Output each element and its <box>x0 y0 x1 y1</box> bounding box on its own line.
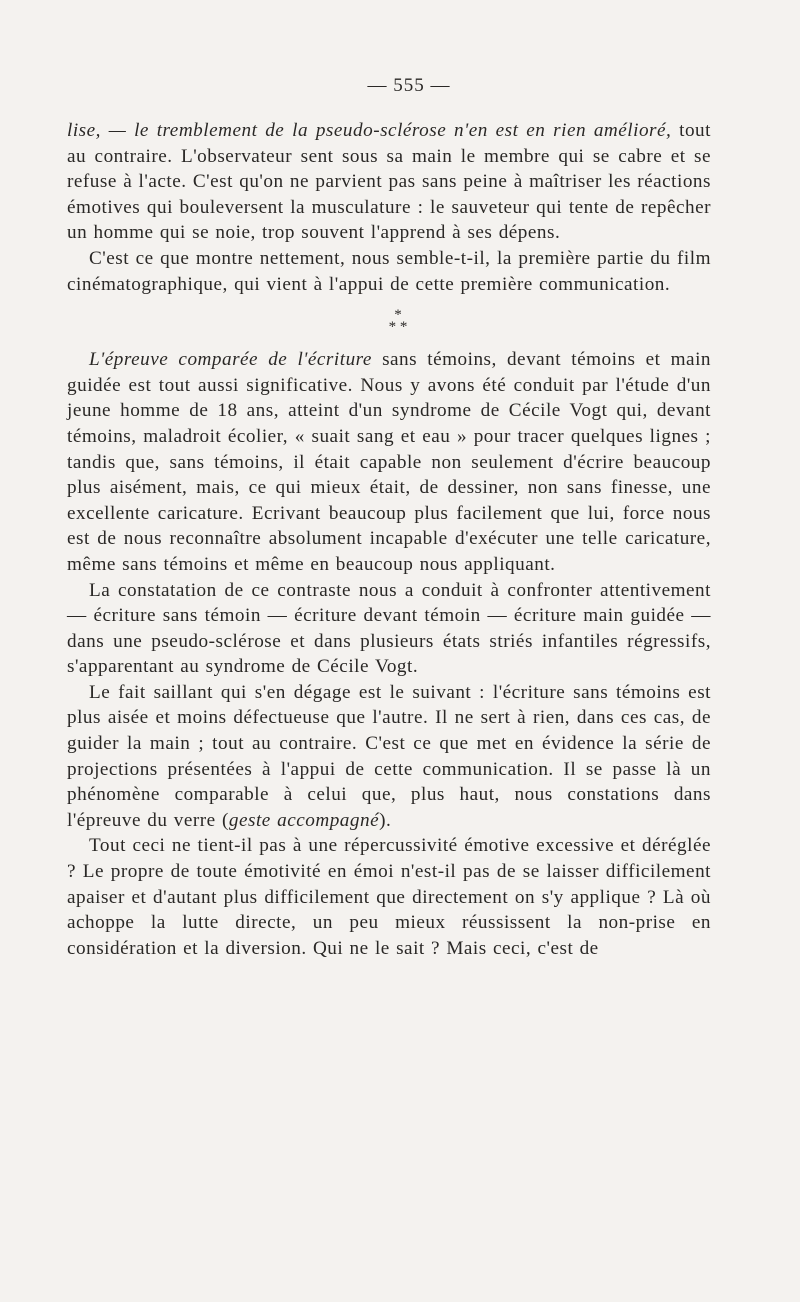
paragraph-text: tout au contraire. L'observateur sent sous sa main le membre qui se cabre et se refuse à l'acte. C'est qu'on ne parvient pas sans peine à maîtriser les réactions émotives qui bouleversent la musculature : le sauveteur qui tente de repêcher un homme qui se noie, trop souvent l'apprend à ses dépens. <box>67 120 711 244</box>
italic-phrase: geste accompagné <box>228 809 380 831</box>
paragraph-6 <box>67 833 711 961</box>
italic-phrase: lise, — le tremblement de la pseudo-sclérose n'en est en rien amélioré, <box>67 120 672 141</box>
paragraph-1 <box>67 118 711 246</box>
paragraph-3 <box>67 347 711 577</box>
asterism-bottom: * * <box>388 319 408 336</box>
paragraph-text: C'est ce que montre nettement, nous semble-t-il, la première partie du film cinématographique, qui vient à l'appui de cette première communication. <box>67 247 711 295</box>
italic-phrase: L'épreuve comparée de l'écriture <box>89 349 372 371</box>
asterism-top: * <box>394 307 402 324</box>
paragraph-text: La constatation de ce contraste nous a conduit à confronter attentivement — écriture sans témoin — écriture devant témoin — écriture main guidée — dans une pseudo-sclérose et dans plusieurs états striés infantiles régressifs, s'apparentant au syndrome de Cécile Vogt. <box>67 579 711 678</box>
page-number: — 555 — <box>367 75 451 96</box>
asterism-separator <box>67 307 711 336</box>
paragraph-4 <box>67 578 711 680</box>
paragraph-text: Tout ceci ne tient-il pas à une répercussivité émotive excessive et déréglée ? Le propre de toute émotivité en émoi n'est-il pas de se laisser difficilement apaiser et d'autant plus difficilement que directement on s'y applique ? Là où achoppe la lutte directe, un peu mieux réussissent la non-prise en considération et la diversion. Qui ne le sait ? Mais ceci, c'est de <box>67 835 711 959</box>
paragraph-text: Le fait saillant qui s'en dégage est le suivant : l'écriture sans témoins est plus aisée et moins défectueuse que l'autre. Il ne sert à rien, dans ces cas, de guider la main ; tout au contraire. C'est ce que met en évidence la série de projections présentées à l'appui de cette communication. Il se passe là un phénomène comparable à celui que, plus haut, nous constations dans l'épreuve du verre ( <box>67 681 711 831</box>
paragraph-text: sans témoins, devant témoins et main guidée est tout aussi significative. Nous y avons été conduit par l'étude d'un jeune homme de 18 ans, atteint d'un syndrome de Cécile Vogt qui, devant témoins, maladroit écolier, « suait sang et eau » pour tracer quelques lignes ; tandis que, sans témoins, il était capable non seulement d'écrire beaucoup plus aisément, mais, ce qui mieux était, de dessiner, non sans finesse, une excellente caricature. Ecrivant beaucoup plus facilement que lui, force nous est de nous reconnaître absolument incapable d'exécuter une telle caricature, même sans témoins et même en beaucoup nous appliquant. <box>67 349 711 575</box>
paragraph-5 <box>67 680 711 834</box>
paragraph-2 <box>67 246 711 297</box>
paragraph-text: ). <box>379 809 392 831</box>
page <box>67 74 711 961</box>
